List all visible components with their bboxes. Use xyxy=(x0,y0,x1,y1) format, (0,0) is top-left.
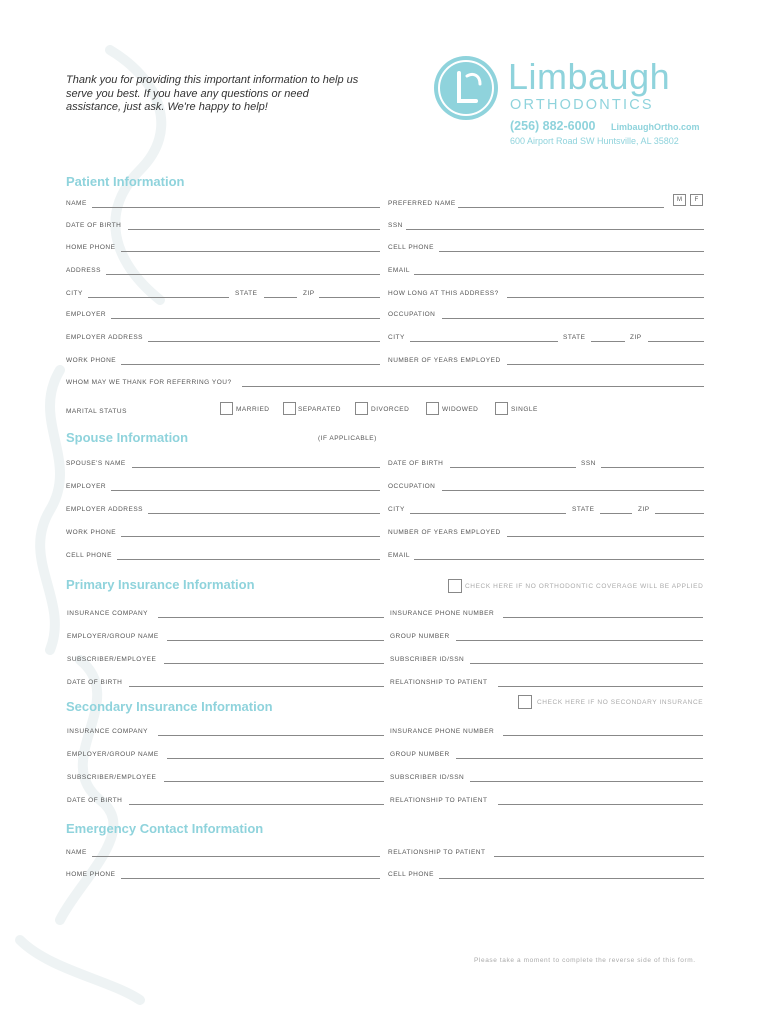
secondary-dob-field[interactable] xyxy=(129,804,384,805)
years-employed-field[interactable] xyxy=(507,364,704,365)
occupation-field[interactable] xyxy=(442,318,704,319)
no-secondary-insurance-checkbox[interactable] xyxy=(518,695,532,709)
cell-phone-label: CELL PHONE xyxy=(388,244,434,251)
spouse-years-employed-field[interactable] xyxy=(507,536,704,537)
secondary-phone-label: INSURANCE PHONE NUMBER xyxy=(390,728,495,735)
logo-wordmark: Limbaugh xyxy=(508,56,671,97)
employer-address-label: EMPLOYER ADDRESS xyxy=(66,334,143,341)
how-long-field[interactable] xyxy=(507,297,704,298)
primary-relationship-label: RELATIONSHIP TO PATIENT xyxy=(390,679,488,686)
preferred-name-label: PREFERRED NAME xyxy=(388,200,456,207)
email-field[interactable] xyxy=(414,274,704,275)
state-label: STATE xyxy=(235,290,258,297)
ssn-label: SSN xyxy=(388,222,403,229)
primary-company-field[interactable] xyxy=(158,617,384,618)
spouse-occupation-field[interactable] xyxy=(442,490,704,491)
primary-insurance-title: Primary Insurance Information xyxy=(66,577,255,592)
logo-l-icon xyxy=(434,56,498,120)
spouse-city-label: CITY xyxy=(388,506,405,513)
employer-zip-field[interactable] xyxy=(648,341,704,342)
spouse-ssn-field[interactable] xyxy=(601,467,704,468)
secondary-company-field[interactable] xyxy=(158,735,384,736)
office-website: LimbaughOrtho.com xyxy=(611,122,700,132)
secondary-subscriber-id-field[interactable] xyxy=(470,781,703,782)
spouse-years-employed-label: NUMBER OF YEARS EMPLOYED xyxy=(388,529,501,536)
ssn-field[interactable] xyxy=(406,229,704,230)
spouse-cell-phone-label: CELL PHONE xyxy=(66,552,112,559)
emergency-home-phone-field[interactable] xyxy=(121,878,380,879)
primary-subscriber-label: SUBSCRIBER/EMPLOYEE xyxy=(67,656,157,663)
secondary-relationship-field[interactable] xyxy=(498,804,703,805)
primary-dob-label: DATE OF BIRTH xyxy=(67,679,123,686)
primary-subscriber-id-label: SUBSCRIBER ID/SSN xyxy=(390,656,465,663)
secondary-employer-group-field[interactable] xyxy=(167,758,384,759)
primary-subscriber-field[interactable] xyxy=(164,663,384,664)
sex-m-box[interactable]: M xyxy=(673,194,686,206)
office-address: 600 Airport Road SW Huntsville, AL 35802 xyxy=(510,136,679,146)
secondary-insurance-title: Secondary Insurance Information xyxy=(66,699,273,714)
spouse-email-field[interactable] xyxy=(414,559,704,560)
preferred-name-field[interactable] xyxy=(458,207,664,208)
reverse-side-note: Please take a moment to complete the reverse side of this form. xyxy=(474,957,696,964)
occupation-label: OCCUPATION xyxy=(388,311,436,318)
spouse-ssn-label: SSN xyxy=(581,460,596,467)
employer-city-field[interactable] xyxy=(410,341,558,342)
no-ortho-coverage-checkbox[interactable] xyxy=(448,579,462,593)
spouse-dob-field[interactable] xyxy=(450,467,576,468)
spouse-employer-label: EMPLOYER xyxy=(66,483,107,490)
patient-section-title: Patient Information xyxy=(66,174,185,189)
emergency-name-label: NAME xyxy=(66,849,87,856)
name-field[interactable] xyxy=(92,207,380,208)
no-secondary-insurance-label: CHECK HERE IF NO SECONDARY INSURANCE xyxy=(537,699,704,706)
primary-employer-group-field[interactable] xyxy=(167,640,384,641)
referral-field[interactable] xyxy=(242,386,704,387)
secondary-subscriber-id-label: SUBSCRIBER ID/SSN xyxy=(390,774,465,781)
spouse-name-field[interactable] xyxy=(132,467,380,468)
married-label: MARRIED xyxy=(236,406,270,413)
spouse-employer-address-label: EMPLOYER ADDRESS xyxy=(66,506,143,513)
primary-subscriber-id-field[interactable] xyxy=(470,663,703,664)
employer-address-field[interactable] xyxy=(148,341,380,342)
logo-subtitle: ORTHODONTICS xyxy=(510,97,654,113)
dob-field[interactable] xyxy=(128,229,380,230)
widowed-checkbox[interactable] xyxy=(426,402,439,415)
separated-label: SEPARATED xyxy=(298,406,341,413)
secondary-company-label: INSURANCE COMPANY xyxy=(67,728,148,735)
work-phone-field[interactable] xyxy=(121,364,380,365)
spouse-email-label: EMAIL xyxy=(388,552,411,559)
secondary-phone-field[interactable] xyxy=(503,735,703,736)
zip-label: ZIP xyxy=(303,290,315,297)
name-label: NAME xyxy=(66,200,87,207)
primary-group-number-label: GROUP NUMBER xyxy=(390,633,450,640)
secondary-dob-label: DATE OF BIRTH xyxy=(67,797,123,804)
no-ortho-coverage-label: CHECK HERE IF NO ORTHODONTIC COVERAGE WILL BE APPLIED xyxy=(465,583,704,590)
spouse-state-label: STATE xyxy=(572,506,595,513)
separated-checkbox[interactable] xyxy=(283,402,296,415)
emergency-relationship-field[interactable] xyxy=(494,856,704,857)
if-applicable-note: (IF APPLICABLE) xyxy=(318,435,377,442)
home-phone-label: HOME PHONE xyxy=(66,244,116,251)
primary-phone-field[interactable] xyxy=(503,617,703,618)
referral-label: WHOM MAY WE THANK FOR REFERRING YOU? xyxy=(66,379,232,386)
secondary-group-number-label: GROUP NUMBER xyxy=(390,751,450,758)
married-checkbox[interactable] xyxy=(220,402,233,415)
secondary-employer-group-label: EMPLOYER/GROUP NAME xyxy=(67,751,159,758)
single-label: SINGLE xyxy=(511,406,538,413)
primary-phone-label: INSURANCE PHONE NUMBER xyxy=(390,610,495,617)
email-label: EMAIL xyxy=(388,267,411,274)
primary-group-number-field[interactable] xyxy=(456,640,703,641)
employer-label: EMPLOYER xyxy=(66,311,107,318)
address-label: ADDRESS xyxy=(66,267,101,274)
dob-label: DATE OF BIRTH xyxy=(66,222,122,229)
employer-field[interactable] xyxy=(111,318,380,319)
emergency-home-phone-label: HOME PHONE xyxy=(66,871,116,878)
widowed-label: WIDOWED xyxy=(442,406,479,413)
divorced-label: DIVORCED xyxy=(371,406,410,413)
state-field[interactable] xyxy=(264,297,297,298)
employer-state-label: STATE xyxy=(563,334,586,341)
spouse-work-phone-label: WORK PHONE xyxy=(66,529,117,536)
emergency-name-field[interactable] xyxy=(92,856,380,857)
spouse-dob-label: DATE OF BIRTH xyxy=(388,460,444,467)
employer-city-label: CITY xyxy=(388,334,405,341)
work-phone-label: WORK PHONE xyxy=(66,357,117,364)
emergency-relationship-label: RELATIONSHIP TO PATIENT xyxy=(388,849,486,856)
office-phone: (256) 882-6000 xyxy=(510,119,596,133)
logo-mark xyxy=(434,56,498,120)
spouse-section-title: Spouse Information xyxy=(66,430,189,445)
years-employed-label: NUMBER OF YEARS EMPLOYED xyxy=(388,357,501,364)
zip-field[interactable] xyxy=(319,297,380,298)
emergency-cell-phone-label: CELL PHONE xyxy=(388,871,434,878)
spouse-work-phone-field[interactable] xyxy=(121,536,380,537)
spouse-employer-address-field[interactable] xyxy=(148,513,380,514)
spouse-occupation-label: OCCUPATION xyxy=(388,483,436,490)
spouse-cell-phone-field[interactable] xyxy=(117,559,380,560)
cell-phone-field[interactable] xyxy=(439,251,704,252)
primary-company-label: INSURANCE COMPANY xyxy=(67,610,148,617)
home-phone-field[interactable] xyxy=(121,251,380,252)
primary-dob-field[interactable] xyxy=(129,686,384,687)
divorced-checkbox[interactable] xyxy=(355,402,368,415)
emergency-cell-phone-field[interactable] xyxy=(439,878,704,879)
intro-text: Thank you for providing this important information to help us serve you best. If you have any questions or need assistance, just ask. We're happy to help! xyxy=(66,74,359,113)
employer-zip-label: ZIP xyxy=(630,334,642,341)
spouse-zip-field[interactable] xyxy=(655,513,704,514)
emergency-contact-title: Emergency Contact Information xyxy=(66,821,264,836)
spouse-zip-label: ZIP xyxy=(638,506,650,513)
marital-status-label: MARITAL STATUS xyxy=(66,408,127,415)
secondary-group-number-field[interactable] xyxy=(456,758,703,759)
spouse-name-label: SPOUSE'S NAME xyxy=(66,460,126,467)
secondary-subscriber-label: SUBSCRIBER/EMPLOYEE xyxy=(67,774,157,781)
primary-relationship-field[interactable] xyxy=(498,686,703,687)
city-field[interactable] xyxy=(88,297,229,298)
sex-f-box[interactable]: F xyxy=(690,194,703,206)
primary-employer-group-label: EMPLOYER/GROUP NAME xyxy=(67,633,159,640)
how-long-label: HOW LONG AT THIS ADDRESS? xyxy=(388,290,499,297)
spouse-state-field[interactable] xyxy=(600,513,632,514)
address-field[interactable] xyxy=(106,274,380,275)
secondary-relationship-label: RELATIONSHIP TO PATIENT xyxy=(390,797,488,804)
city-label: CITY xyxy=(66,290,83,297)
single-checkbox[interactable] xyxy=(495,402,508,415)
employer-state-field[interactable] xyxy=(591,341,625,342)
secondary-subscriber-field[interactable] xyxy=(164,781,384,782)
spouse-employer-field[interactable] xyxy=(111,490,380,491)
spouse-city-field[interactable] xyxy=(410,513,566,514)
